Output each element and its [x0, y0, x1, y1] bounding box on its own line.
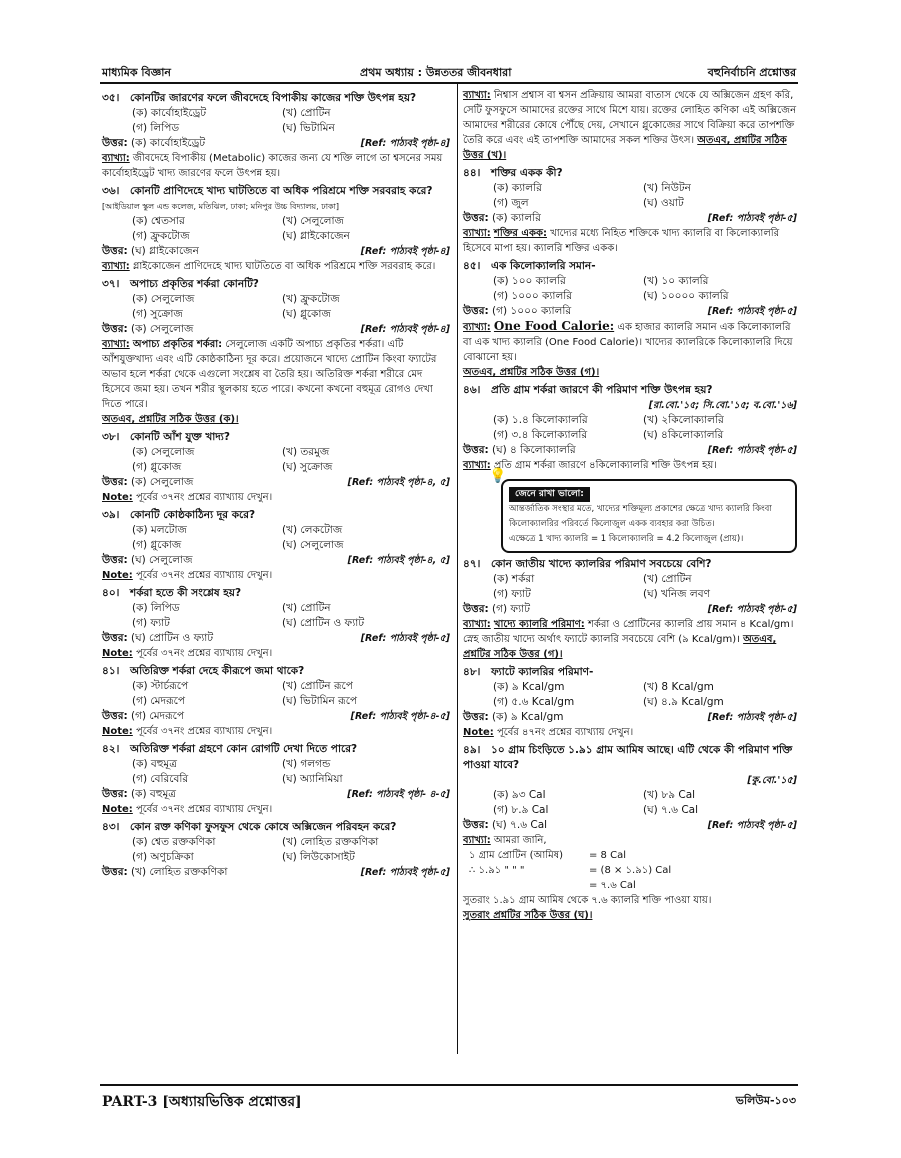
question-source: [আইডিয়াল স্কুল এন্ড কলেজ, মতিঝিল, ঢাকা; মনিপুর উচ্চ বিদ্যালয়, ঢাকা] — [102, 202, 340, 211]
answer: (ক) সেলুলোজ — [131, 323, 194, 335]
options — [463, 572, 797, 602]
calc-row: ১ গ্রাম প্রোটিন (আমিষ) = 8 Cal — [469, 850, 626, 861]
option: (খ) প্রোটিন — [643, 573, 692, 585]
explanation-label: ব্যাখ্যা: — [463, 322, 491, 333]
question-source: [রা.বো.'১৫; সি.বো.'১৫; ব.বো.'১৬] — [648, 400, 797, 411]
question-text: কোন রক্ত কণিকা ফুসফুস থেকে কোষে অক্সিজেন পরিবহন করে? — [130, 821, 397, 833]
answer-label: উত্তর: — [102, 866, 128, 878]
option: (খ) নিউটন — [643, 182, 691, 194]
option: (ক) ১০০ ক্যালরি — [493, 275, 566, 287]
lightbulb-icon: 💡 — [489, 468, 507, 484]
note — [102, 490, 450, 505]
options — [102, 106, 450, 136]
page-footer — [100, 1084, 798, 1108]
question-text: এক কিলোক্যালরি সমান- — [491, 260, 596, 272]
option: (গ) ফ্রুকটোজ — [132, 230, 190, 242]
question-text: কোনটি প্রাণিদেহে খাদ্য ঘাটতিতে বা অধিক পরিশ্রমে শক্তি সরবরাহ করে? — [130, 185, 433, 197]
option: (ক) সেলুলোজ — [132, 293, 195, 305]
column-divider — [457, 84, 458, 1054]
option: (খ) প্রোটিন রূপে — [282, 680, 353, 692]
answer-label: উত্তর: — [463, 711, 489, 723]
answer: (ঘ) প্রোটিন ও ফ্যাট — [131, 632, 214, 644]
answer-label: উত্তর: — [102, 710, 128, 722]
option: (ক) সেলুলোজ — [132, 446, 195, 458]
explanation — [463, 833, 797, 848]
explanation — [463, 458, 797, 473]
answer: (ক) ক্যালরি — [492, 212, 541, 224]
explanation — [463, 617, 797, 662]
question-49 — [463, 743, 797, 923]
option: (খ) ফ্রুকটোজ — [282, 293, 340, 305]
option: (ক) কার্বোহাইড্রেট — [132, 107, 207, 119]
option: (ক) ১.৪ কিলোক্যালরি — [493, 414, 588, 426]
explanation-text: প্রতি গ্রাম শর্করা জারণে ৪কিলোক্যালরি শক্তি উৎপন্ন হয়। — [493, 460, 717, 471]
answer: (গ) ১০০০ ক্যালরি — [492, 305, 572, 317]
question-48 — [463, 665, 797, 740]
question-43 — [102, 820, 450, 880]
reference: [Ref: পাঠ্যবই পৃষ্ঠা- ৪-৫] — [347, 789, 450, 800]
reference: [Ref: পাঠ্যবই পৃষ্ঠা-৪, ৫] — [347, 555, 450, 566]
question-37 — [102, 277, 450, 427]
question-number: ৩৮। — [102, 431, 120, 443]
option: (ক) মলটোজ — [132, 524, 187, 536]
answer: (ঘ) ৭.৬ Cal — [492, 819, 548, 831]
explanation-label: ব্যাখ্যা: — [463, 90, 491, 101]
note-text: পূর্বের ৩৭নং প্রশ্নের ব্যাখ্যায় দেখুন। — [136, 726, 273, 737]
answer-line — [463, 818, 797, 833]
question-text: প্রতি গ্রাম শর্করা জারণে কী পরিমাণ শক্তি উৎপন্ন হয়? — [491, 384, 713, 396]
option: (ক) শ্বেত রক্তকণিকা — [132, 836, 216, 848]
option: (ঘ) গ্লাইকোজেন — [282, 230, 350, 242]
answer-label: উত্তর: — [463, 444, 489, 456]
answer-label: উত্তর: — [102, 245, 128, 257]
option: (ঘ) ৪কিলোক্যালরি — [643, 429, 724, 441]
reference: [Ref: পাঠ্যবই পৃষ্ঠা-৫] — [707, 604, 797, 615]
info-box-title: জেনে রাখা ভালো: — [509, 487, 590, 502]
option: (খ) লেকটোজ — [282, 524, 343, 536]
question-source: [কু.বো.'১৫] — [747, 775, 797, 786]
option: (ঘ) সেলুলোজ — [282, 539, 344, 551]
question-text: কোনটির জারণের ফলে জীবদেহে বিপাকীয় কাজের শক্তি উৎপন্ন হয়? — [130, 92, 417, 104]
option: (ঘ) ভিটামিন — [282, 122, 335, 134]
answer-label: উত্তর: — [463, 819, 489, 831]
reference: [Ref: পাঠ্যবই পৃষ্ঠা-৫] — [707, 306, 797, 317]
explanation-text: এক হাজার ক্যালরি সমান এক কিলোক্যালরি বা এক খাদ্য ক্যালরি (One Food Calorie)। খাদ্যের ক্যালরিকে কিলোক্যালরি দিয়ে বোঝানো হয়। — [463, 322, 793, 363]
answer-label: উত্তর: — [463, 603, 489, 615]
question-number: ৪৩। — [102, 821, 120, 833]
question-36 — [102, 184, 450, 274]
question-46 — [463, 383, 797, 473]
question-39 — [102, 508, 450, 583]
question-number: ৪০। — [102, 587, 120, 599]
option: (ক) ৯৩ Cal — [493, 789, 546, 801]
note — [463, 725, 797, 740]
info-box — [489, 468, 797, 553]
answer: (গ) ফ্যাট — [492, 603, 530, 615]
answer-line — [102, 631, 450, 646]
answer-line — [102, 865, 450, 880]
answer-line — [102, 709, 450, 724]
question-number: ৩৯। — [102, 509, 120, 521]
explanation-label: ব্যাখ্যা: — [463, 460, 491, 471]
answer: (ক) ৯ Kcal/gm — [492, 711, 564, 723]
question-40 — [102, 586, 450, 661]
reference: [Ref: পাঠ্যবই পৃষ্ঠা-৫] — [707, 445, 797, 456]
answer-line — [102, 787, 450, 802]
option: (গ) গ্লুকোজ — [132, 461, 182, 473]
option: (ঘ) সুক্রোজ — [282, 461, 333, 473]
question-text: ১০ গ্রাম চিংড়িতে ১.৯১ গ্রাম আমিষ আছে। এটি থেকে কী পরিমাণ শক্তি পাওয়া যাবে? — [463, 744, 793, 771]
reference: [Ref: পাঠ্যবই পৃষ্ঠা-৪] — [360, 246, 450, 257]
answer-line — [463, 710, 797, 725]
option: (ক) বহুমূত্র — [132, 758, 177, 770]
option: (গ) ৩.৪ কিলোক্যালরি — [493, 429, 588, 441]
question-45 — [463, 259, 797, 380]
answer: (ক) সেলুলোজ — [131, 476, 194, 488]
option: (গ) লিপিড — [132, 122, 180, 134]
answer: (ঘ) সেলুলোজ — [131, 554, 193, 566]
explanation-term: অপাচ্য প্রকৃতির শর্করা: — [132, 339, 223, 350]
question-text: শক্তির একক কী? — [491, 167, 563, 179]
option: (গ) ৮.৯ Cal — [493, 804, 549, 816]
explanation-text: সেলুলোজ একটি অপাচ্য প্রকৃতির শর্করা। এটি আঁশযুক্তখাদ্য এবং এটি কোষ্ঠকাঠিন্য দূর করে। প্রয়োজনে খাদ্যে প্রোটিন কিংবা ফ্যাটের অভাব হলে শর্করা থেকে এগুলো সংশ্লেষ বা তৈরি হয়। অতিরিক্ত শর্করা শরীরে মেদ হিসেবে জমা হয়। তখন শরীর স্থূলকায় হতে পারে। কখনো কখনো বহুমূত্র রোগও দেখা দিতে পারে। — [102, 339, 437, 410]
option: (গ) অণুচক্রিকা — [132, 851, 194, 863]
note-text: পূর্বের ৩৭নং প্রশ্নের ব্যাখ্যায় দেখুন। — [136, 570, 273, 581]
answer-line — [463, 304, 797, 319]
option: (গ) মেদরূপে — [132, 695, 186, 707]
option: (গ) ৫.৬ Kcal/gm — [493, 696, 575, 708]
option: (ক) ৯ Kcal/gm — [493, 681, 565, 693]
question-42 — [102, 742, 450, 817]
document-page — [100, 58, 798, 1108]
answer-line — [102, 322, 450, 337]
option: (খ) তরমুজ — [282, 446, 330, 458]
reference: [Ref: পাঠ্যবই পৃষ্ঠা-৫] — [360, 867, 450, 878]
question-number: ৩৫। — [102, 92, 120, 104]
explanation-text: জীবদেহে বিপাকীয় (Metabolic) কাজের জন্য যে শক্তি লাগে তা শ্বসনের সময় কার্বোহাইড্রেট খাদ্য জারণের ফলে উৎপন্ন হয়। — [102, 153, 443, 179]
options — [463, 181, 797, 211]
question-number: ৩৬। — [102, 185, 120, 197]
option: (খ) প্রোটিন — [282, 107, 331, 119]
option: (ঘ) গ্লুকোজ — [282, 308, 331, 320]
option: (ক) শ্বেতসার — [132, 215, 185, 227]
options — [102, 214, 450, 244]
question-number: ৪৪। — [463, 167, 481, 179]
option: (ঘ) ১০০০০ ক্যালরি — [643, 290, 729, 302]
explanation-term: খাদ্যে ক্যালরি পরিমাণ: — [493, 619, 585, 630]
options — [102, 835, 450, 865]
reference: [Ref: পাঠ্যবই পৃষ্ঠা-৫] — [707, 213, 797, 224]
explanation — [102, 259, 450, 274]
note-text: পূর্বের ৩৭নং প্রশ্নের ব্যাখ্যায় দেখুন। — [136, 648, 273, 659]
option: (ঘ) প্রোটিন ও ফ্যাট — [282, 617, 365, 629]
note — [102, 724, 450, 739]
answer: (গ) মেদরূপে — [131, 710, 185, 722]
note-label: Note: — [102, 804, 133, 815]
answer-label: উত্তর: — [102, 554, 128, 566]
question-47 — [463, 557, 797, 662]
answer: (ক) বহুমূত্র — [131, 788, 176, 800]
option: (ক) শর্করা — [493, 573, 535, 585]
note-text: পূর্বের ৪৭নং প্রশ্নের ব্যাখ্যায় দেখুন। — [497, 727, 634, 738]
note-text: পূর্বের ৩৭নং প্রশ্নের ব্যাখ্যায় দেখুন। — [136, 804, 273, 815]
option: (খ) গলগন্ড — [282, 758, 331, 770]
options — [102, 445, 450, 475]
answer-line — [102, 136, 450, 151]
option: (খ) লোহিত রক্তকণিকা — [282, 836, 379, 848]
reference: [Ref: পাঠ্যবই পৃষ্ঠা-৫] — [707, 712, 797, 723]
question-44 — [463, 166, 797, 256]
explanation-text: আমরা জানি, — [493, 835, 547, 846]
options — [102, 523, 450, 553]
question-text: কোনটি আঁশ যুক্ত খাদ্য? — [130, 431, 230, 443]
answer-line — [463, 211, 797, 226]
question-35 — [102, 91, 450, 181]
answer-line — [102, 244, 450, 259]
reference: [Ref: পাঠ্যবই পৃষ্ঠা-৫] — [360, 633, 450, 644]
footer-part: PART-3 [অধ্যায়ভিত্তিক প্রশ্নোত্তর] — [102, 1094, 302, 1110]
explanation-label: ব্যাখ্যা: — [463, 619, 491, 630]
option: (গ) ফ্যাট — [493, 588, 531, 600]
option: (ঘ) ওয়াট — [643, 197, 684, 209]
answer: (খ) লোহিত রক্তকণিকা — [131, 866, 228, 878]
info-box-formula: এক্ষেত্রে 1 খাদ্য ক্যালরি = 1 কিলোক্যালরি = 4.2 কিলোজুল (প্রায়)। — [509, 534, 744, 544]
option: (খ) ৮৯ Cal — [643, 789, 696, 801]
answer-label: উত্তর: — [102, 788, 128, 800]
header-subject: মাধ্যমিক বিজ্ঞান — [102, 66, 171, 79]
calc-conclusion: সুতরাং ১.৯১ গ্রাম আমিষ থেকে ৭.৬ ক্যালরি শক্তি পাওয়া যায়। — [463, 895, 712, 906]
question-number: ৪২। — [102, 743, 120, 755]
option: (ঘ) ভিটামিন রূপে — [282, 695, 358, 707]
option: (ঘ) লিউকোসাইট — [282, 851, 355, 863]
question-text: অতিরিক্ত শর্করা দেহে কীরূপে জমা থাকে? — [130, 665, 305, 677]
calc-row: = ৭.৬ Cal — [589, 880, 636, 891]
note-label: Note: — [102, 492, 133, 503]
answer-label: উত্তর: — [102, 137, 128, 149]
explanation-label: ব্যাখ্যা: — [463, 835, 491, 846]
question-text: অপাচ্য প্রকৃতির শর্করা কোনটি? — [130, 278, 259, 290]
answer-line — [102, 475, 450, 490]
question-text: শর্করা হতে কী সংশ্লেষ হয়? — [130, 587, 242, 599]
answer-line — [102, 553, 450, 568]
option: (গ) গ্লুকোজ — [132, 539, 182, 551]
question-number: ৪৫। — [463, 260, 481, 272]
options — [463, 680, 797, 710]
note-label: Note: — [463, 727, 494, 738]
question-38 — [102, 430, 450, 505]
option: (গ) সুক্রোজ — [132, 308, 183, 320]
question-number: ৪৯। — [463, 744, 481, 756]
conclusion: সুতরাং প্রশ্নটির সঠিক উত্তর (ঘ)। — [463, 910, 593, 921]
explanation-label: ব্যাখ্যা: — [102, 153, 130, 164]
conclusion: অতএব, প্রশ্নটির সঠিক উত্তর (ক)। — [102, 414, 239, 425]
explanation-q43 — [463, 88, 797, 163]
explanation-label: ব্যাখ্যা: — [102, 261, 130, 272]
page-number: ভলিউম-১০৩ — [735, 1094, 796, 1107]
explanation-text: গ্লাইকোজেন প্রাণিদেহে খাদ্য ঘাটতিতে বা অধিক পরিশ্রমে শক্তি সরবরাহ করে। — [132, 261, 436, 272]
explanation-label: ব্যাখ্যা: — [102, 339, 130, 350]
option: (খ) সেলুলোজ — [282, 215, 344, 227]
explanation — [102, 337, 450, 412]
page-header — [100, 58, 798, 84]
options — [463, 788, 797, 818]
explanation-term: One Food Calorie: — [493, 319, 615, 333]
options — [102, 601, 450, 631]
option: (ক) স্টার্চরূপে — [132, 680, 189, 692]
answer: (ঘ) ৪ কিলোক্যালরি — [492, 444, 576, 456]
reference: [Ref: পাঠ্যবই পৃষ্ঠা-৫] — [707, 820, 797, 831]
explanation-text: শর্করা ও প্রোটিনের ক্যালরি প্রায় সমান ৪ Kcal/gm। স্নেহ জাতীয় খাদ্যে অর্থাৎ ফ্যাটে ক্যালরি সবচেয়ে বেশি (৯ Kcal/gm)। — [463, 619, 794, 645]
explanation — [463, 319, 797, 365]
reference: [Ref: পাঠ্যবই পৃষ্ঠা-৪] — [360, 138, 450, 149]
conclusion: অতএব, প্রশ্নটির সঠিক উত্তর (গ)। — [463, 634, 777, 660]
note — [102, 646, 450, 661]
explanation-text: নিশ্বাস প্রশ্বাস বা শ্বসন প্রক্রিয়ায় আমরা বাতাস থেকে যে অক্সিজেন গ্রহণ করি, সেটি ফুসফুসে আমাদের রক্তের সাথে মিশে যায়। রক্তের লোহিত কণিকা এই অক্সিজেন আমাদের শরীরের কোষে পৌঁছে দেয়, সেখানে গ্লুকোজের সাথে বিক্রিয়া করে তাপশক্তি তৈরি করে এবং এই তাপশক্তি আমাদের সকল শক্তির উৎস। — [463, 90, 797, 146]
reference: [Ref: পাঠ্যবই পৃষ্ঠা-৪, ৫] — [347, 477, 450, 488]
answer-line — [463, 443, 797, 458]
option: (খ) ২কিলোক্যালরি — [643, 414, 724, 426]
note-label: Note: — [102, 726, 133, 737]
answer-label: উত্তর: — [463, 212, 489, 224]
option: (খ) প্রোটিন — [282, 602, 331, 614]
options — [102, 292, 450, 322]
option: (ক) লিপিড — [132, 602, 180, 614]
option: (ঘ) খনিজ লবণ — [643, 588, 710, 600]
option: (গ) ফ্যাট — [132, 617, 170, 629]
answer-label: উত্তর: — [102, 323, 128, 335]
info-box-body: আন্তর্জাতিক সংস্থার মতে, খাদ্যের শক্তিমূল্য প্রকাশের ক্ষেত্রে খাদ্য ক্যালরি কিংবা কিলোক্যালরির পরিবর্তে কিলোজুল একক ব্যবহার করা উচিত। — [509, 504, 772, 529]
answer: (ঘ) গ্লাইকোজেন — [131, 245, 199, 257]
option: (ক) ক্যালরি — [493, 182, 542, 194]
conclusion: অতএব, প্রশ্নটির সঠিক উত্তর (গ)। — [463, 367, 600, 378]
question-41 — [102, 664, 450, 739]
option: (খ) 8 Kcal/gm — [643, 681, 714, 693]
option: (গ) ১০০০ ক্যালরি — [493, 290, 573, 302]
answer-line — [463, 602, 797, 617]
option: (গ) বেরিবেরি — [132, 773, 189, 785]
header-chapter: প্রথম অধ্যায় : উন্নততর জীবনধারা — [360, 66, 512, 79]
answer-label: উত্তর: — [463, 305, 489, 317]
note — [102, 802, 450, 817]
note — [102, 568, 450, 583]
left-column — [102, 88, 450, 880]
header-section: বহুনির্বাচনি প্রশ্নোত্তর — [707, 66, 796, 79]
option: (খ) ১০ ক্যালরি — [643, 275, 709, 287]
explanation-term: শক্তির একক: — [493, 228, 547, 239]
answer-label: উত্তর: — [102, 476, 128, 488]
note-label: Note: — [102, 570, 133, 581]
options — [102, 757, 450, 787]
question-text: কোন জাতীয় খাদ্যে ক্যালরির পরিমাণ সবচেয়ে বেশি? — [491, 558, 712, 570]
explanation-text: খাদ্যের মধ্যে নিহিত শক্তিকে খাদ্য ক্যালরি বা কিলোক্যালরি হিসেবে মাপা হয়। ক্যালরি শক্তির একক। — [463, 228, 780, 254]
right-column — [463, 88, 797, 923]
question-text: ফ্যাটে ক্যালরির পরিমাণ- — [491, 666, 594, 678]
question-number: ৪৭। — [463, 558, 481, 570]
question-text: অতিরিক্ত শর্করা গ্রহণে কোন রোগটি দেখা দিতে পারে? — [130, 743, 358, 755]
question-number: ৩৭। — [102, 278, 120, 290]
option: (ঘ) ৪.৯ Kcal/gm — [643, 696, 724, 708]
answer-label: উত্তর: — [102, 632, 128, 644]
note-text: পূর্বের ৩৭নং প্রশ্নের ব্যাখ্যায় দেখুন। — [136, 492, 273, 503]
option: (গ) জুল — [493, 197, 529, 209]
question-number: ৪৬। — [463, 384, 481, 396]
answer: (ক) কার্বোহাইড্রেট — [131, 137, 206, 149]
calc-row: ∴ ১.৯১ " " " = (8 × ১.৯১) Cal — [469, 865, 672, 876]
options — [102, 679, 450, 709]
explanation — [463, 226, 797, 256]
note-label: Note: — [102, 648, 133, 659]
question-number: ৪৮। — [463, 666, 481, 678]
options — [463, 274, 797, 304]
option: (ঘ) ৭.৬ Cal — [643, 804, 699, 816]
calculation — [463, 848, 797, 893]
question-number: ৪১। — [102, 665, 120, 677]
question-text: কোনটি কোষ্ঠকাঠিন্য দূর করে? — [130, 509, 256, 521]
options — [463, 413, 797, 443]
conclusion: অতএব, প্রশ্নটির সঠিক উত্তর (খ)। — [463, 135, 787, 161]
explanation-label: ব্যাখ্যা: — [463, 228, 491, 239]
reference: [Ref: পাঠ্যবই পৃষ্ঠা-৪-৫] — [350, 711, 450, 722]
explanation — [102, 151, 450, 181]
option: (ঘ) অ্যানিমিয়া — [282, 773, 343, 785]
reference: [Ref: পাঠ্যবই পৃষ্ঠা-৪] — [360, 324, 450, 335]
